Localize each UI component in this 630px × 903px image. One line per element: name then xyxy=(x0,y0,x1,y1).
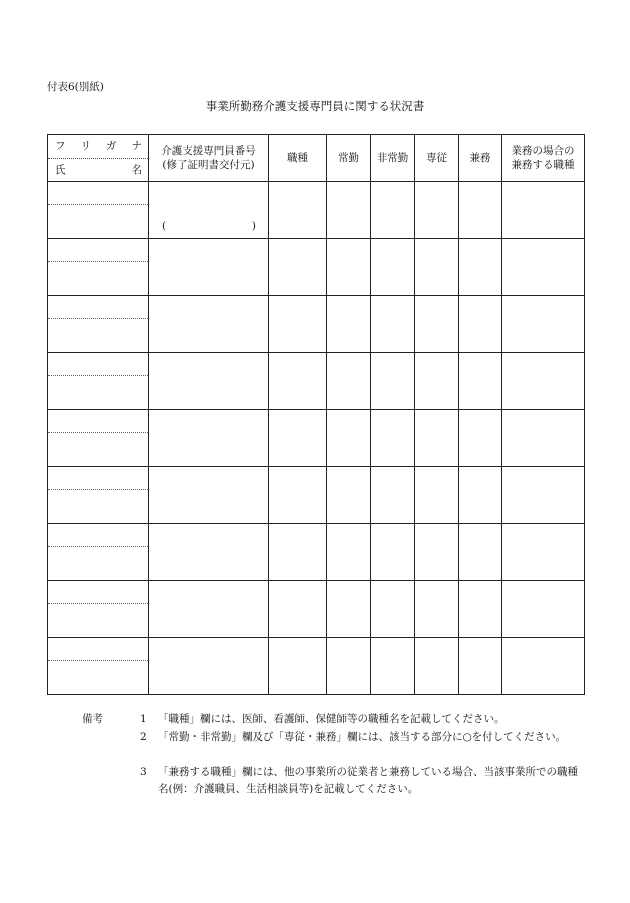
name-field[interactable] xyxy=(48,433,148,466)
table-row xyxy=(48,581,585,638)
notes-label: 備考 xyxy=(82,713,103,725)
name-cell xyxy=(48,410,149,467)
other-job-cell[interactable] xyxy=(502,239,585,296)
furigana-field[interactable] xyxy=(48,467,148,490)
dedicated-cell[interactable] xyxy=(415,638,459,695)
appendix-label: 付表6(別紙) xyxy=(47,81,104,93)
furigana-field[interactable] xyxy=(48,239,148,262)
issuer-parentheses: ( ) xyxy=(162,220,256,232)
job-cell[interactable] xyxy=(269,239,327,296)
furigana-field[interactable] xyxy=(48,353,148,376)
shimei-header: 氏 名 xyxy=(55,163,142,176)
concurrent-cell[interactable] xyxy=(459,296,502,353)
parttime-cell[interactable] xyxy=(371,296,415,353)
job-cell[interactable] xyxy=(269,581,327,638)
other-job-cell[interactable] xyxy=(502,638,585,695)
fulltime-cell[interactable] xyxy=(327,239,371,296)
dedicated-cell[interactable] xyxy=(415,239,459,296)
concurrent-cell[interactable] xyxy=(459,182,502,239)
dedicated-cell[interactable] xyxy=(415,182,459,239)
number-field[interactable] xyxy=(149,353,269,410)
name-field[interactable] xyxy=(48,661,148,694)
job-cell[interactable] xyxy=(269,353,327,410)
name-cell xyxy=(48,524,149,581)
dedicated-cell[interactable] xyxy=(415,467,459,524)
table-row xyxy=(48,239,585,296)
parttime-cell[interactable] xyxy=(371,524,415,581)
name-cell xyxy=(48,581,149,638)
note-item: 1 「職種」欄には、医師、看護師、保健師等の職種名を記載してください。 xyxy=(140,713,505,725)
status-table xyxy=(47,134,585,695)
parttime-cell[interactable] xyxy=(371,467,415,524)
number-field[interactable] xyxy=(149,182,269,239)
number-field[interactable] xyxy=(149,410,269,467)
table-row xyxy=(48,524,585,581)
other-job-cell[interactable] xyxy=(502,524,585,581)
fulltime-cell[interactable] xyxy=(327,524,371,581)
page-title: 事業所勤務介護支援専門員に関する状況書 xyxy=(205,99,425,113)
dedicated-cell[interactable] xyxy=(415,524,459,581)
name-field[interactable] xyxy=(48,319,148,352)
dedicated-cell[interactable] xyxy=(415,410,459,467)
name-cell xyxy=(48,353,149,410)
job-cell[interactable] xyxy=(269,524,327,581)
name-field[interactable] xyxy=(48,604,148,637)
fulltime-cell[interactable] xyxy=(327,581,371,638)
furigana-field[interactable] xyxy=(48,581,148,604)
fulltime-cell[interactable] xyxy=(327,467,371,524)
name-cell xyxy=(48,467,149,524)
other-job-header: 業務の場合の 兼務する職種 xyxy=(502,135,585,182)
furigana-field[interactable] xyxy=(48,638,148,661)
parttime-cell[interactable] xyxy=(371,581,415,638)
table-row xyxy=(48,638,585,695)
name-cell xyxy=(48,638,149,695)
concurrent-cell[interactable] xyxy=(459,353,502,410)
name-field[interactable] xyxy=(48,262,148,295)
parttime-cell[interactable] xyxy=(371,410,415,467)
table-body xyxy=(48,182,585,695)
job-cell[interactable] xyxy=(269,410,327,467)
fulltime-cell[interactable] xyxy=(327,296,371,353)
fulltime-cell[interactable] xyxy=(327,410,371,467)
job-cell[interactable] xyxy=(269,296,327,353)
furigana-field[interactable] xyxy=(48,524,148,547)
name-field[interactable] xyxy=(48,205,148,238)
note-item: 2 「常勤・非常勤」欄及び「専従・兼務」欄には、該当する部分に○を付してください。 xyxy=(140,731,567,743)
furigana-field[interactable] xyxy=(48,410,148,433)
header-row xyxy=(48,135,585,182)
table-row xyxy=(48,410,585,467)
fulltime-cell[interactable] xyxy=(327,353,371,410)
fulltime-cell[interactable] xyxy=(327,638,371,695)
concurrent-cell[interactable] xyxy=(459,524,502,581)
table-row xyxy=(48,296,585,353)
note-item: 3 「兼務する職種」欄には、他の事業所の従業者と兼務している場合、当該事業所での職種名(例：介護職員、生活相談員等)を記載してください。 xyxy=(140,766,578,795)
name-cell xyxy=(48,296,149,353)
concurrent-cell[interactable] xyxy=(459,581,502,638)
name-field[interactable] xyxy=(48,547,148,580)
fulltime-header: 常勤 xyxy=(327,135,371,182)
other-job-cell[interactable] xyxy=(502,353,585,410)
dedicated-cell[interactable] xyxy=(415,296,459,353)
dedicated-header: 専従 xyxy=(415,135,459,182)
concurrent-cell[interactable] xyxy=(459,239,502,296)
furigana-field[interactable] xyxy=(48,296,148,319)
dedicated-cell[interactable] xyxy=(415,353,459,410)
number-field[interactable] xyxy=(149,296,269,353)
table-row xyxy=(48,467,585,524)
other-job-cell[interactable] xyxy=(502,182,585,239)
parttime-cell[interactable] xyxy=(371,353,415,410)
parttime-cell[interactable] xyxy=(371,239,415,296)
fulltime-cell[interactable] xyxy=(327,182,371,239)
table-row xyxy=(48,182,585,239)
dedicated-cell[interactable] xyxy=(415,581,459,638)
concurrent-cell[interactable] xyxy=(459,467,502,524)
number-field[interactable] xyxy=(149,581,269,638)
name-header xyxy=(48,135,149,182)
number-field[interactable] xyxy=(149,239,269,296)
furigana-header: フ リ ガ ナ xyxy=(48,135,148,159)
parttime-cell[interactable] xyxy=(371,638,415,695)
job-cell[interactable] xyxy=(269,638,327,695)
other-job-cell[interactable] xyxy=(502,296,585,353)
concurrent-header: 兼務 xyxy=(459,135,502,182)
number-field[interactable] xyxy=(149,638,269,695)
number-field[interactable] xyxy=(149,467,269,524)
concurrent-cell[interactable] xyxy=(459,410,502,467)
job-header: 職種 xyxy=(269,135,327,182)
name-cell xyxy=(48,182,149,239)
job-cell[interactable] xyxy=(269,467,327,524)
other-job-cell[interactable] xyxy=(502,581,585,638)
table-row xyxy=(48,353,585,410)
other-job-cell[interactable] xyxy=(502,467,585,524)
name-field[interactable] xyxy=(48,376,148,409)
job-cell[interactable] xyxy=(269,182,327,239)
other-job-cell[interactable] xyxy=(502,410,585,467)
name-cell xyxy=(48,239,149,296)
number-header: 介護支援専門員番号 (修了証明書交付元) xyxy=(149,135,269,182)
name-field[interactable] xyxy=(48,490,148,523)
concurrent-cell[interactable] xyxy=(459,638,502,695)
furigana-field[interactable] xyxy=(48,182,148,205)
parttime-cell[interactable] xyxy=(371,182,415,239)
parttime-header: 非常勤 xyxy=(371,135,415,182)
number-field[interactable] xyxy=(149,524,269,581)
